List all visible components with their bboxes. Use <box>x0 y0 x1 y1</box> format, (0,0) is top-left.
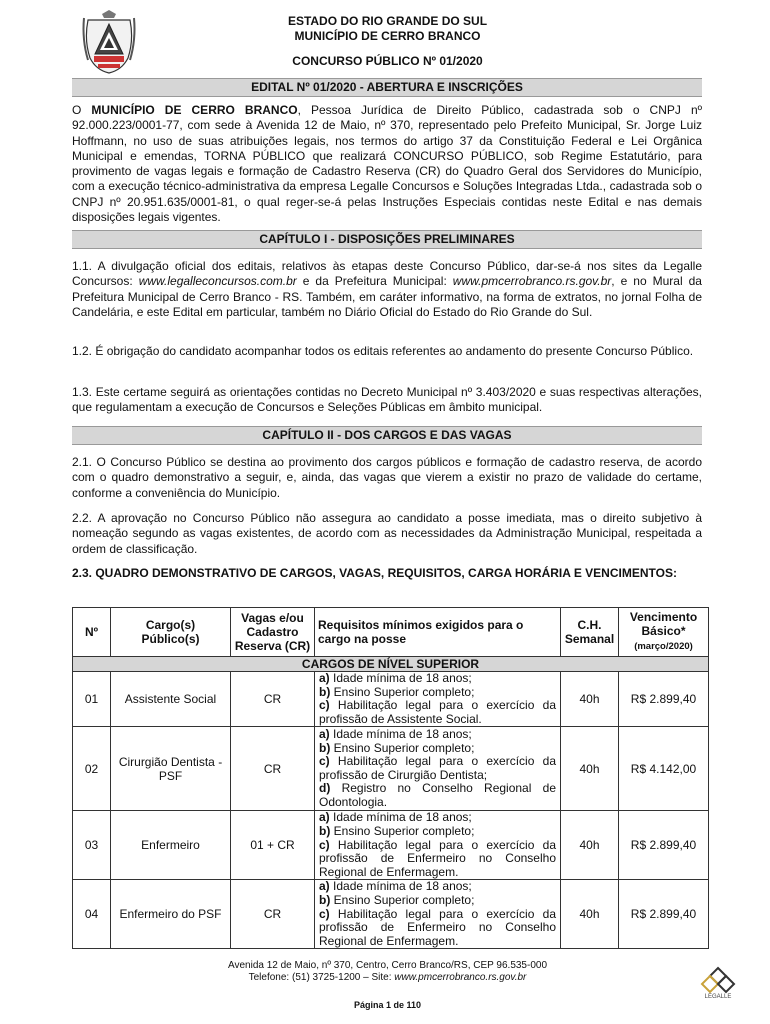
requirement-key: b) <box>319 892 331 907</box>
header-cargo-line2: Público(s) <box>141 632 200 646</box>
table-row <box>73 880 709 949</box>
prefeitura-site-link[interactable]: www.pmcerrobranco.rs.gov.br <box>452 274 612 289</box>
requirement-key: b) <box>319 740 331 755</box>
requirement-item <box>319 908 556 949</box>
row-num: 02 <box>73 727 111 811</box>
row-requisitos <box>315 672 561 727</box>
row-vagas: 01 + CR <box>231 811 315 880</box>
paragraph-1-2: 1.2. É obrigação do candidato acompanhar todos os editais referentes ao andamento do presente Concurso Público. <box>72 344 694 358</box>
table-row <box>73 672 709 727</box>
state-name: ESTADO DO RIO GRANDE DO SUL <box>287 14 488 28</box>
header-venc-line2: Básico* <box>641 624 686 638</box>
row-ch: 40h <box>561 727 619 811</box>
row-ch: 40h <box>561 811 619 880</box>
positions-table <box>72 607 709 949</box>
header-venc-line3: (março/2020) <box>634 641 693 652</box>
row-num: 04 <box>73 880 111 949</box>
row-ch: 40h <box>561 880 619 949</box>
table-header-row <box>73 608 709 657</box>
header-vagas-line2: Cadastro <box>246 625 299 639</box>
requirement-text: Idade mínima de 18 anos; <box>329 727 472 742</box>
header-cargo-line1: Cargo(s) <box>145 618 196 632</box>
row-cargo: Assistente Social <box>111 672 231 727</box>
requirement-item <box>319 880 556 894</box>
requirement-key: a) <box>319 810 330 825</box>
requirement-text: Ensino Superior completo; <box>330 892 475 907</box>
header-requisitos: Requisitos mínimos exigidos para o cargo na posse <box>315 608 561 657</box>
edital-title-bar: EDITAL Nº 01/2020 - ABERTURA E INSCRIÇÕES <box>72 78 702 97</box>
row-ch: 40h <box>561 672 619 727</box>
requirement-item <box>319 825 556 839</box>
row-num: 03 <box>73 811 111 880</box>
requirement-key: c) <box>319 754 330 769</box>
header-cargo <box>111 608 231 657</box>
requirement-item <box>319 782 556 809</box>
row-cargo: Cirurgião Dentista - PSF <box>111 727 231 811</box>
requirement-key: a) <box>319 671 330 685</box>
header-vagas-line3: Reserva (CR) <box>234 639 311 653</box>
requirement-key: b) <box>319 823 331 838</box>
header-vagas <box>231 608 315 657</box>
table-row <box>73 727 709 811</box>
level-row <box>73 657 709 672</box>
legalle-logo-icon <box>700 966 736 1000</box>
paragraph-2-2: 2.2. A aprovação no Concurso Público não assegura ao candidato a posse imediata, mas o direito subjetivo à nomeação segundo as vagas existentes, de acordo com as necessidades da Administração Municipal, respeitada a ordem de classificação. <box>72 511 702 556</box>
legalle-logo-text: LEGALLE <box>704 994 732 1000</box>
requirement-text: Idade mínima de 18 anos; <box>329 671 472 685</box>
row-vencimento: R$ 2.899,40 <box>619 672 709 727</box>
requirement-key: a) <box>319 727 330 742</box>
chapter-1-title-bar: CAPÍTULO I - DISPOSIÇÕES PRELIMINARES <box>72 230 702 249</box>
requirement-text: Registro no Conselho Regional de Odontologia. <box>319 781 556 810</box>
paragraph-2-1: 2.1. O Concurso Público se destina ao provimento dos cargos públicos e formação de cadastro reserva, de acordo com o quadro demonstrativo a seguir, e, ainda, das vagas que vierem a existir no prazo de validade do certame, conforme a conveniência do Município. <box>72 455 702 500</box>
requirement-text: Idade mínima de 18 anos; <box>329 879 472 894</box>
legalle-site-link[interactable]: www.legalleconcursos.com.br <box>138 274 297 289</box>
row-cargo: Enfermeiro <box>111 811 231 880</box>
requirement-text: Ensino Superior completo; <box>330 740 475 755</box>
row-vencimento: R$ 2.899,40 <box>619 880 709 949</box>
document-header <box>150 14 625 69</box>
row-cargo: Enfermeiro do PSF <box>111 880 231 949</box>
intro-paragraph <box>72 103 702 225</box>
positions-body <box>73 672 709 949</box>
row-vagas: CR <box>231 727 315 811</box>
requirement-item <box>319 686 556 700</box>
requirement-text: Habilitação legal para o exercício da profissão de Assistente Social. <box>319 698 556 726</box>
requirement-item <box>319 728 556 742</box>
footer-site-link[interactable]: www.pmcerrobranco.rs.gov.br <box>394 972 527 983</box>
header-ch <box>561 608 619 657</box>
requirement-text: Habilitação legal para o exercício da profissão de Enfermeiro no Conselho Regional de Enfermagem. <box>319 906 556 948</box>
header-ch-line1: C.H. <box>577 618 602 632</box>
requirement-text: Habilitação legal para o exercício da profissão de Cirurgião Dentista; <box>319 754 556 782</box>
requirement-item <box>319 699 556 726</box>
row-num: 01 <box>73 672 111 727</box>
row-requisitos <box>315 811 561 880</box>
requirement-text: Ensino Superior completo; <box>330 823 475 838</box>
p1-1-text-a: 1.1. A divulgação oficial dos editais, relativos às etapas deste Concurso Público, dar-se-á nos sites da Legalle Concursos: <box>72 259 702 289</box>
row-vencimento: R$ 2.899,40 <box>619 811 709 880</box>
requirement-item <box>319 755 556 782</box>
requirement-key: a) <box>319 879 330 894</box>
requirement-text: Habilitação legal para o exercício da profissão de Enfermeiro no Conselho Regional de Enfermagem. <box>319 837 556 879</box>
intro-municipality: MUNICÍPIO DE CERRO BRANCO <box>91 103 298 117</box>
municipal-coat-of-arms-icon <box>80 10 138 76</box>
header-ch-line2: Semanal <box>564 632 615 646</box>
footer-contact <box>150 972 625 984</box>
requirement-key: d) <box>319 781 331 796</box>
p1-1-text-c: , e no Mural da Prefeitura Municipal de Cerro Branco - RS. Também, em caráter informativo, na forma de extratos, no jornal Folha de Candelária, e este Edital em particular, também no Diário Oficial do Estado do Rio Grande do Sul. <box>72 274 702 319</box>
footer-address: Avenida 12 de Maio, nº 370, Centro, Cerro Branco/RS, CEP 96.535-000 <box>227 960 548 971</box>
requirement-text: Ensino Superior completo; <box>330 684 475 699</box>
header-vagas-line1: Vagas e/ou <box>241 611 304 625</box>
p1-1-text-b: e da Prefeitura Municipal: <box>296 274 453 289</box>
row-vagas: CR <box>231 880 315 949</box>
row-requisitos <box>315 727 561 811</box>
intro-text: , Pessoa Jurídica de Direito Público, cadastrada sob o CNPJ nº 92.000.223/0001-77, com sede à Avenida 12 de Maio, nº 370, representado pelo Prefeito Municipal, Sr. Jorge Luiz Hoffmann, no uso de suas atribuições legais, nos termos do artigo 37 da Constituição Federal e Lei Orgânica Municipal e emendas, TORNA PÚBLICO que realizará CONCURSO PÚBLICO, sob Regime Estatutário, para provimento de vagas legais e formação de Cadastro Reserva (CR) do Quadro Geral dos Servidores do Município, com a execução técnico-administrativa da empresa Legalle Concursos e Soluções Integradas Ltda., cadastrada sob o CNPJ nº 20.951.635/0001-81, o qual reger-se-á pelas Instruções Especiais contidas neste Edital e nas demais disposições legais vigentes. <box>72 103 702 225</box>
requirement-item <box>319 672 556 686</box>
row-vagas: CR <box>231 672 315 727</box>
paragraph-1-1 <box>72 259 702 320</box>
contest-title: CONCURSO PÚBLICO Nº 01/2020 <box>292 54 483 68</box>
requirement-key: b) <box>319 684 331 699</box>
header-num: Nº <box>73 608 111 657</box>
requirement-key: c) <box>319 837 330 852</box>
requirement-item <box>319 894 556 908</box>
level-label: CARGOS DE NÍVEL SUPERIOR <box>73 657 709 672</box>
header-vencimento <box>619 608 709 657</box>
requirement-item <box>319 811 556 825</box>
page-footer <box>150 960 625 984</box>
table-row <box>73 811 709 880</box>
requirement-item <box>319 742 556 756</box>
row-vencimento: R$ 4.142,00 <box>619 727 709 811</box>
footer-phone: Telefone: (51) 3725-1200 – Site: <box>248 972 395 983</box>
quadro-title: 2.3. QUADRO DEMONSTRATIVO DE CARGOS, VAGAS, REQUISITOS, CARGA HORÁRIA E VENCIMENTOS: <box>72 566 677 580</box>
row-requisitos <box>315 880 561 949</box>
paragraph-1-3: 1.3. Este certame seguirá as orientações contidas no Decreto Municipal nº 3.403/2020 e suas respectivas alterações, que regulamentam a execução de Concursos e Seleções Públicas em âmbito municipal. <box>72 385 702 415</box>
requirement-item <box>319 839 556 880</box>
page-number: Página 1 de 110 <box>353 1000 422 1010</box>
chapter-2-title-bar: CAPÍTULO II - DOS CARGOS E DAS VAGAS <box>72 426 702 445</box>
intro-lead: O <box>72 103 82 117</box>
header-venc-line1: Vencimento <box>629 610 698 624</box>
requirement-key: c) <box>319 698 330 713</box>
requirement-text: Idade mínima de 18 anos; <box>329 810 472 825</box>
requirement-key: c) <box>319 906 330 921</box>
municipality-name: MUNICÍPIO DE CERRO BRANCO <box>294 29 481 43</box>
